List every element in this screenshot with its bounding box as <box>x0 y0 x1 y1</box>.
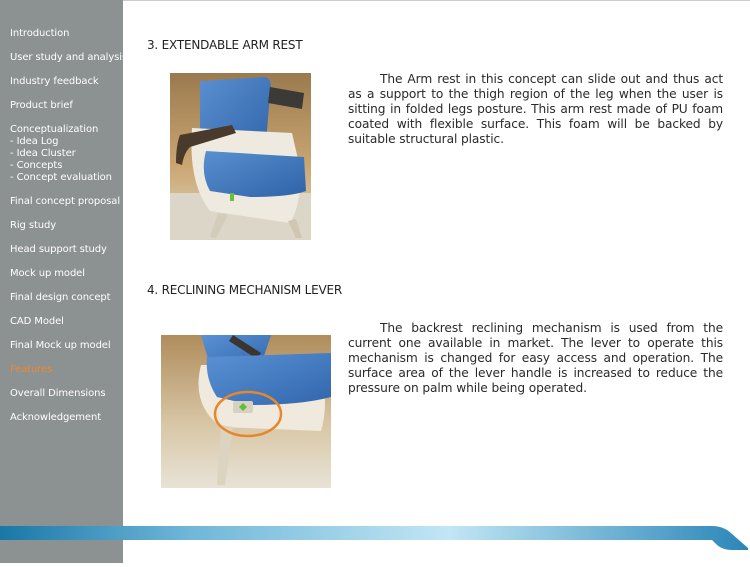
section-heading-arm-rest: 3. EXTENDABLE ARM REST <box>147 38 303 52</box>
section-text-arm-rest: The Arm rest in this concept can slide out and thus act as a support to the thigh region of the leg when the user is sitting in folded legs posture. This arm rest made of PU foam coated with flexible surface. This foam will be backed by suitable structural plastic. <box>348 72 723 146</box>
nav-item-overall-dimensions[interactable]: Overall Dimensions <box>10 388 106 399</box>
nav-item-rig-study[interactable]: Rig study <box>10 220 57 231</box>
nav-item-final-design-concept[interactable]: Final design concept <box>10 292 111 303</box>
nav-item-industry-feedback[interactable]: Industry feedback <box>10 76 99 87</box>
sidebar <box>0 0 128 563</box>
nav-item-user-study[interactable]: User study and analysis <box>10 52 128 63</box>
nav-item-final-concept-proposal[interactable]: Final concept proposal <box>10 196 121 207</box>
nav-subitem-idea-cluster[interactable]: - Idea Cluster <box>10 148 76 159</box>
nav-subitem-concept-evaluation[interactable]: - Concept evaluation <box>10 172 112 183</box>
nav-item-introduction[interactable]: Introduction <box>10 28 70 39</box>
nav-subitem-idea-log[interactable]: - Idea Log <box>10 136 59 147</box>
section-text-reclining-lever: The backrest reclining mechanism is used from the current one available in market. The lever to operate this mechanism is changed for easy access and operation. The surface area of the lever handle is increased to reduce the pressure on palm while being operated. <box>348 321 723 395</box>
navigation-menu <box>10 28 128 436</box>
top-divider <box>123 0 750 1</box>
nav-item-final-mock-up-model[interactable]: Final Mock up model <box>10 340 111 351</box>
footer-band <box>0 520 750 563</box>
section-heading-reclining-lever: 4. RECLINING MECHANISM LEVER <box>147 283 343 297</box>
reclining-lever-photo <box>161 335 331 488</box>
nav-group-conceptualization <box>10 124 122 184</box>
arm-rest-photo <box>170 73 311 240</box>
nav-item-features[interactable]: Features <box>10 364 53 375</box>
nav-item-product-brief[interactable]: Product brief <box>10 100 73 111</box>
nav-item-mock-up-model[interactable]: Mock up model <box>10 268 85 279</box>
nav-item-head-support-study[interactable]: Head support study <box>10 244 107 255</box>
nav-item-conceptualization[interactable]: Conceptualization <box>10 124 99 135</box>
nav-item-cad-model[interactable]: CAD Model <box>10 316 64 327</box>
nav-subitem-concepts[interactable]: - Concepts <box>10 160 63 171</box>
nav-item-acknowledgement[interactable]: Acknowledgement <box>10 412 102 423</box>
